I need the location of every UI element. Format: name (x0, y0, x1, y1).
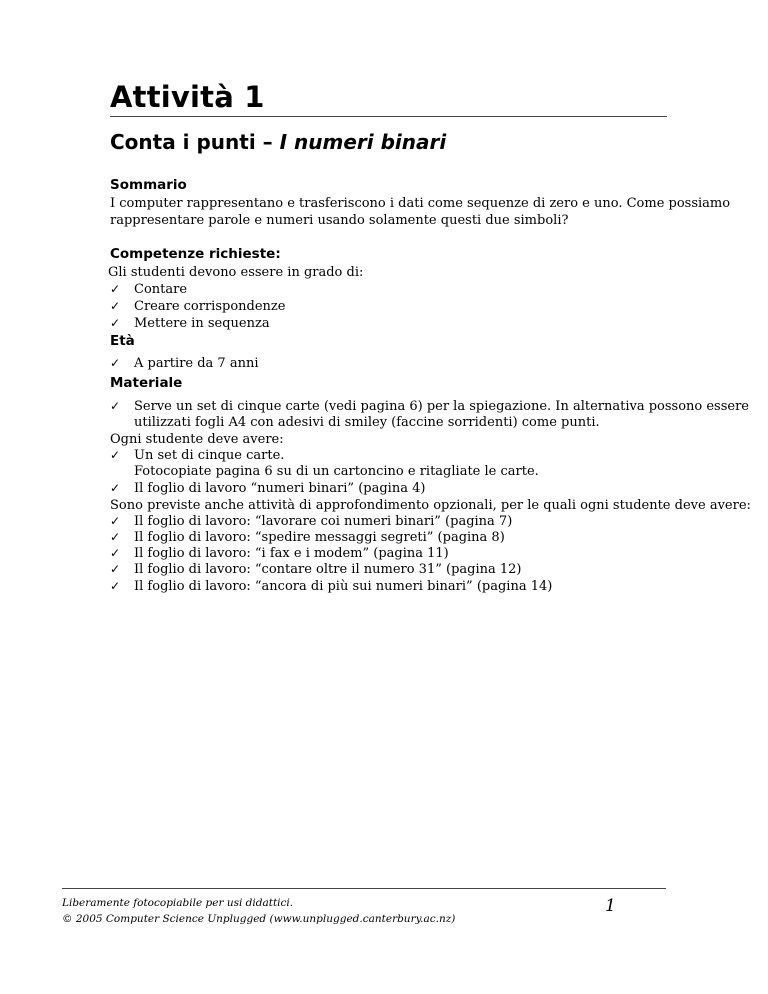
check-icon: ✓ (110, 299, 121, 313)
page-number: 1 (605, 896, 616, 916)
check-icon: ✓ (110, 579, 121, 593)
materiale-item-3: Il foglio di lavoro “numeri binari” (pagina 4) (134, 481, 426, 496)
competenze-intro: Gli studenti devono essere in grado di: (108, 265, 364, 280)
sommario-heading: Sommario (110, 177, 187, 193)
materiale-item-2-line-1: Un set di cinque carte. (134, 448, 285, 463)
subtitle-italic: I numeri binari (279, 130, 447, 154)
check-icon: ✓ (110, 562, 121, 576)
extra-item-2: Il foglio di lavoro: “spedire messaggi segreti” (pagina 8) (134, 530, 505, 545)
eta-item-1: A partire da 7 anni (134, 356, 259, 371)
sommario-text-line-2: rappresentare parole e numeri usando solamente questi due simboli? (110, 213, 569, 228)
sommario-text-line-1: I computer rappresentano e trasferiscono i dati come sequenze di zero e uno. Come possiamo (110, 196, 731, 211)
activity-subtitle (110, 130, 446, 154)
materiale-item-1-line-1: Serve un set di cinque carte (vedi pagina 6) per la spiegazione. In alternativa possono essere (134, 399, 750, 414)
check-icon: ✓ (110, 546, 121, 560)
check-icon: ✓ (110, 514, 121, 528)
page-title: Attività 1 (110, 80, 265, 114)
competenze-item-2: Creare corrispondenze (134, 299, 286, 314)
eta-heading: Età (110, 333, 135, 349)
extra-item-4: Il foglio di lavoro: “contare oltre il numero 31” (pagina 12) (134, 562, 522, 577)
materiale-item-1-line-2: utilizzati fogli A4 con adesivi di smiley (faccine sorridenti) come punti. (134, 415, 600, 430)
extra-item-5: Il foglio di lavoro: “ancora di più sui numeri binari” (pagina 14) (134, 579, 553, 594)
check-icon: ✓ (110, 282, 121, 296)
extra-item-3: Il foglio di lavoro: “i fax e i modem” (pagina 11) (134, 546, 449, 561)
check-icon: ✓ (110, 356, 121, 370)
title-divider (110, 116, 667, 117)
subtitle-main: Conta i punti – (110, 130, 280, 154)
competenze-heading: Competenze richieste: (110, 246, 281, 262)
check-icon: ✓ (110, 316, 121, 330)
materiale-item-2-line-2: Fotocopiate pagina 6 su di un cartoncino e ritagliate le carte. (134, 464, 539, 479)
footer-license: Liberamente fotocopiabile per usi didattici. (62, 897, 294, 909)
competenze-item-3: Mettere in sequenza (134, 316, 270, 331)
check-icon: ✓ (110, 481, 121, 495)
check-icon: ✓ (110, 448, 121, 462)
competenze-item-1: Contare (134, 282, 188, 297)
materiale-heading: Materiale (110, 375, 183, 391)
check-icon: ✓ (110, 530, 121, 544)
extra-item-1: Il foglio di lavoro: “lavorare coi numeri binari” (pagina 7) (134, 514, 513, 529)
footer-divider (62, 888, 666, 889)
footer-copyright: © 2005 Computer Science Unplugged (www.unplugged.canterbury.ac.nz) (62, 913, 456, 925)
materiale-ogni-studente: Ogni studente deve avere: (110, 432, 284, 447)
check-icon: ✓ (110, 399, 121, 413)
materiale-previste: Sono previste anche attività di approfondimento opzionali, per le quali ogni studente deve avere: (110, 498, 751, 513)
